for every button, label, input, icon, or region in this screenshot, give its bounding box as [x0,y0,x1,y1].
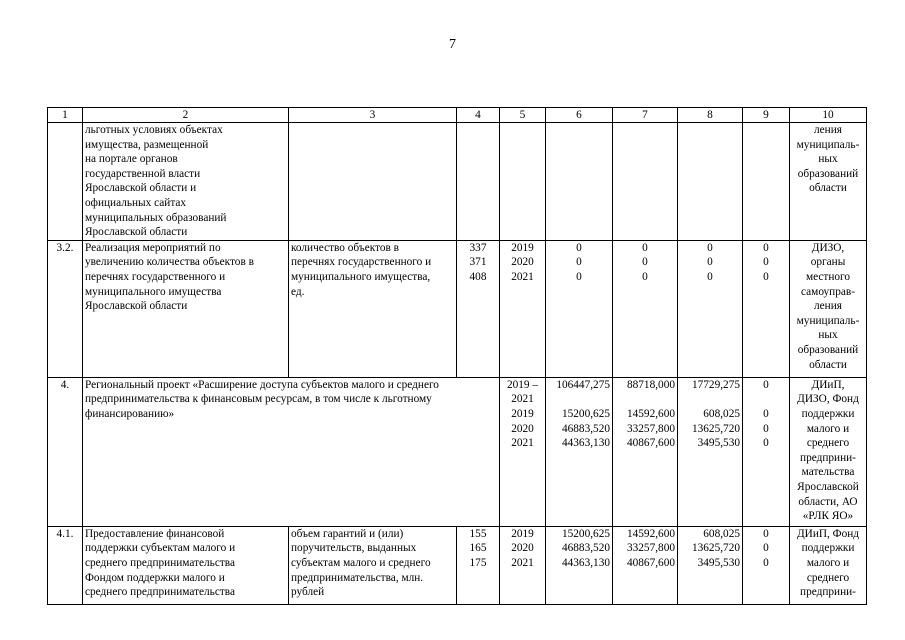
total-cell: 15200,625 46883,520 44363,130 [546,526,613,604]
table-row [48,123,867,241]
table-row [48,526,867,604]
year-cell [500,123,546,241]
indicator-cell: количество объектов в перечнях государственного и муниципального имущества, ед. [289,240,457,377]
federal-budget-cell: 17729,275 608,025 13625,720 3495,530 [678,377,743,526]
table-row [48,377,867,526]
header-cell: 6 [546,108,613,123]
total-cell: 0 0 0 [546,240,613,377]
header-cell: 3 [289,108,457,123]
executor-cell: ДИиП, ДИЗО, Фонд поддержки малого и среднего предприни- мательства Ярославской области, АО «РЛК ЯО» [790,377,867,526]
executor-cell: ДИиП, Фонд поддержки малого и среднего предприни- [790,526,867,604]
table-row [48,240,867,377]
regional-budget-cell: 0 0 0 [613,240,678,377]
other-cell: 0 0 0 [743,240,790,377]
year-cell: 2019 2020 2021 [500,240,546,377]
activity-name: льготных условиях объектах имущества, размещенной на портале органов государственной власти Ярославской области и официальных сайтах муниципальных образований Ярославской области [83,123,289,241]
row-number [48,123,83,241]
total-cell [546,123,613,241]
header-cell: 10 [790,108,867,123]
program-table [47,107,867,605]
regional-budget-cell: 14592,600 33257,800 40867,600 [613,526,678,604]
header-cell: 7 [613,108,678,123]
other-cell [743,123,790,241]
row-number: 3.2. [48,240,83,377]
total-cell: 106447,275 15200,625 46883,520 44363,130 [546,377,613,526]
header-cell: 8 [678,108,743,123]
header-cell: 2 [83,108,289,123]
federal-budget-cell: 0 0 0 [678,240,743,377]
header-cell: 4 [457,108,500,123]
federal-budget-cell [678,123,743,241]
page-number: 7 [449,37,456,52]
regional-budget-cell [613,123,678,241]
activity-name: Реализация мероприятий по увеличению количества объектов в перечнях государственного и муниципального имущества Ярославской области [83,240,289,377]
header-cell: 1 [48,108,83,123]
executor-cell: ления муниципаль- ных образований области [790,123,867,241]
year-cell: 2019 – 2021 2019 2020 2021 [500,377,546,526]
header-row [48,108,867,123]
project-name: Региональный проект «Расширение доступа субъектов малого и среднего предпринимательства к финансовым ресурсам, в том числе к льготному финансированию» [83,377,500,526]
header-cell: 9 [743,108,790,123]
row-number: 4. [48,377,83,526]
indicator-cell: объем гарантий и (или) поручительств, выданных субъектам малого и среднего предпринимательства, млн. рублей [289,526,457,604]
value-cell [457,123,500,241]
other-cell: 0 0 0 [743,526,790,604]
activity-name: Предоставление финансовой поддержки субъектам малого и среднего предпринимательства Фондом поддержки малого и среднего предпринимательства [83,526,289,604]
regional-budget-cell: 88718,000 14592,600 33257,800 40867,600 [613,377,678,526]
header-cell: 5 [500,108,546,123]
indicator-cell [289,123,457,241]
federal-budget-cell: 608,025 13625,720 3495,530 [678,526,743,604]
year-cell: 2019 2020 2021 [500,526,546,604]
other-cell: 0 0 0 0 [743,377,790,526]
value-cell: 155 165 175 [457,526,500,604]
value-cell: 337 371 408 [457,240,500,377]
executor-cell: ДИЗО, органы местного самоуправ- ления муниципаль- ных образований области [790,240,867,377]
row-number: 4.1. [48,526,83,604]
